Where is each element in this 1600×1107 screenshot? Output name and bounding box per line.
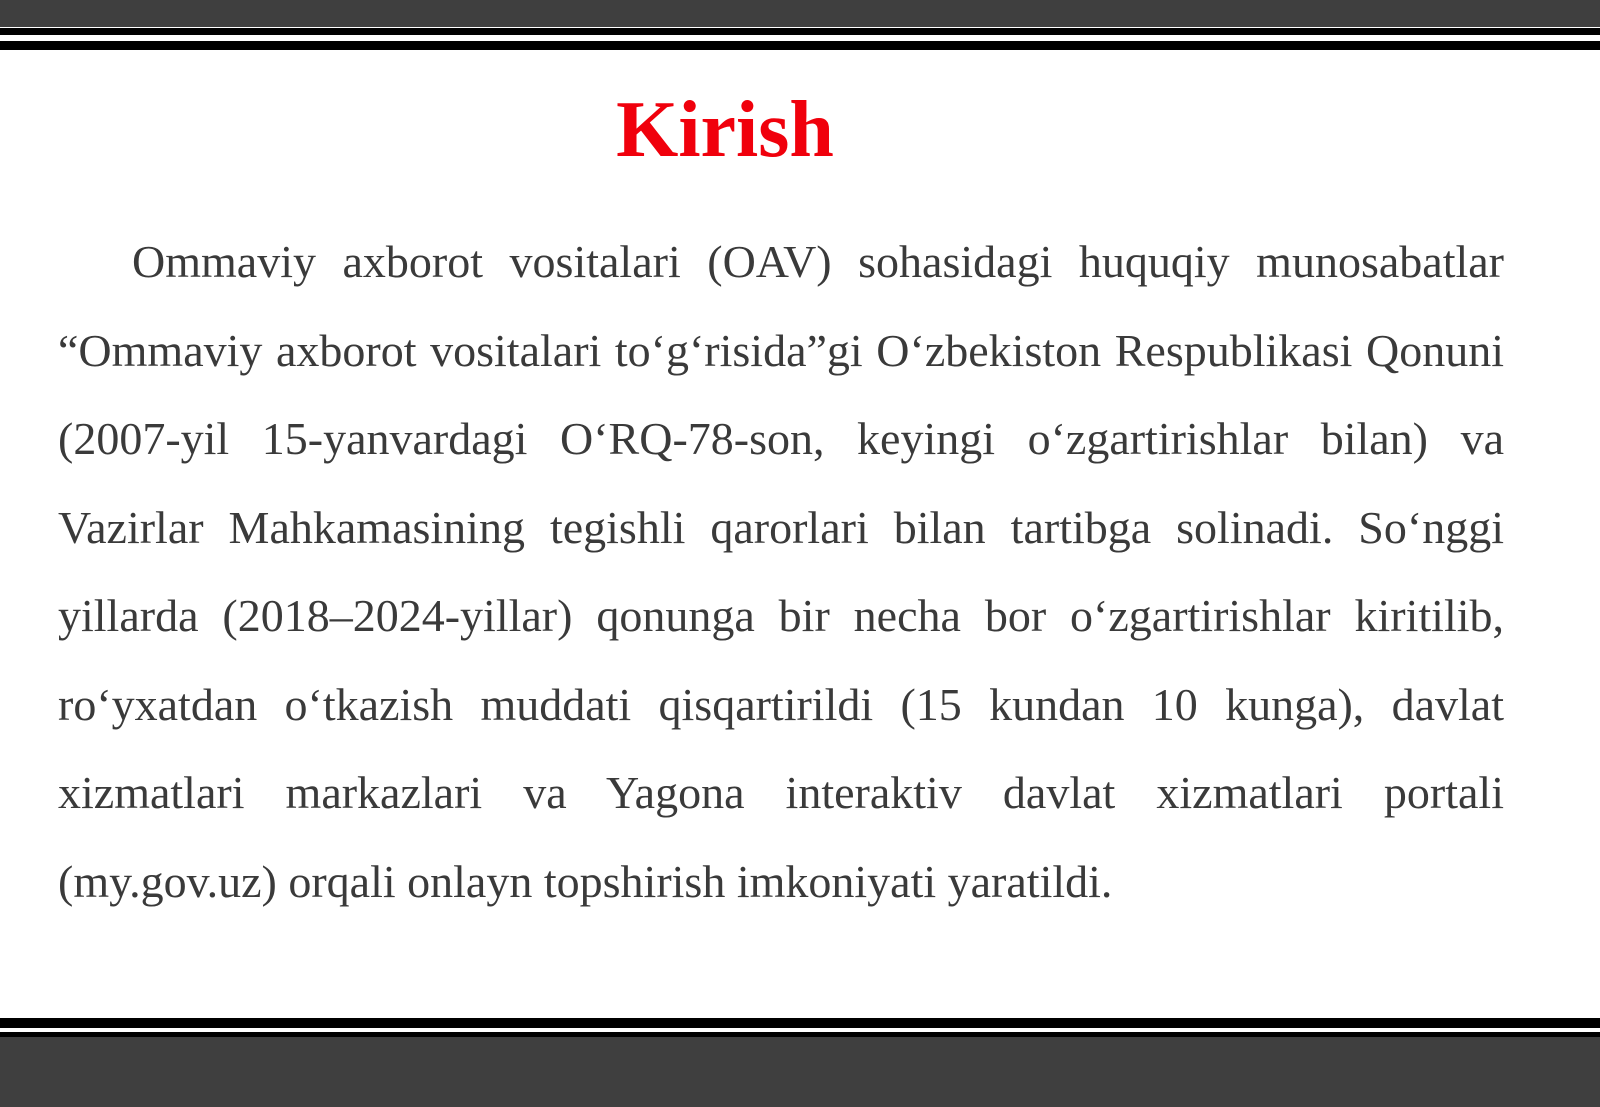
top-decorative-band (0, 0, 1600, 27)
bottom-decorative-band (0, 1037, 1600, 1107)
top-rule-thin (0, 28, 1600, 35)
slide-title: Kirish (616, 86, 834, 174)
bottom-rule-thick (0, 1018, 1600, 1028)
top-rule-thick (0, 41, 1600, 50)
slide-title-container (0, 82, 1600, 178)
body-paragraph: Ommaviy axborot vositalari (OAV) sohasidagi huquqiy munosabatlar “Ommaviy axborot vositalari to‘g‘risida”gi O‘zbekiston Respublikasi Qonuni (2007-yil 15-yanvardagi O‘RQ-78-son, keyingi o‘zgartirishlar bilan) va Vazirlar Mahkamasining tegishli qarorlari bilan tartibga solinadi. So‘nggi yillarda (2018–2024-yillar) qonunga bir necha bor o‘zgartirishlar kiritilib, ro‘yxatdan o‘tkazish muddati qisqartirildi (15 kundan 10 kunga), davlat xizmatlari markazlari va Yagona interaktiv davlat xizmatlari portali (my.gov.uz) orqali onlayn topshirish imkoniyati yaratildi. (58, 236, 1504, 907)
